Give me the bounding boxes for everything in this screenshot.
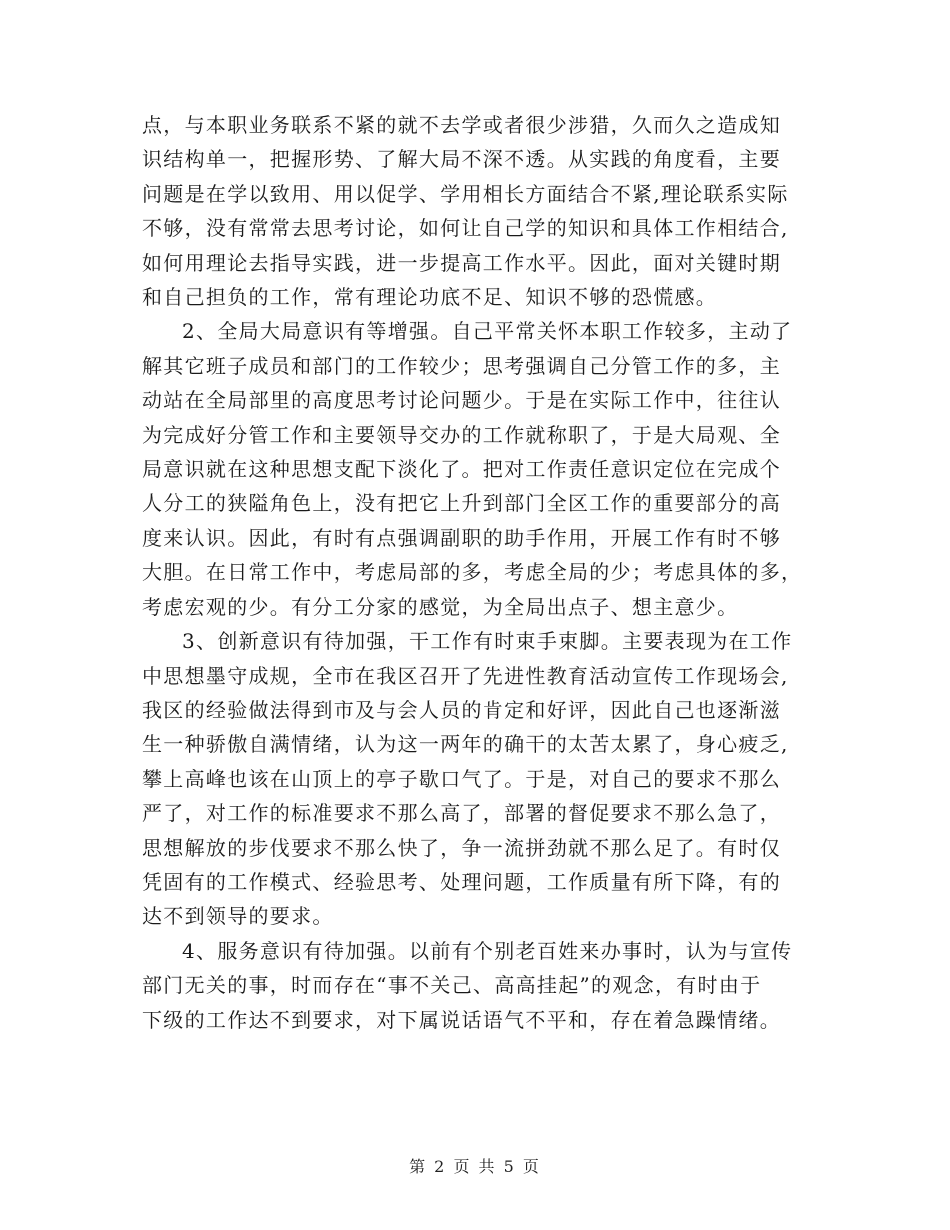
page-number-label: 第 2 页 共 5 页: [409, 1157, 541, 1176]
text-line: 解其它班子成员和部门的工作较少；思考强调自己分管工作的多，主: [142, 353, 781, 378]
text-line: 度来认识。因此，有时有点强调副职的助手作用，开展工作有时不够: [142, 525, 781, 550]
text-line: 中思想墨守成规，全市在我区召开了先进性教育活动宣传工作现场会,: [142, 663, 789, 688]
paragraph-continuation: [142, 108, 810, 314]
text-line: 3、创新意识有待加强，干工作有时束手束脚。主要表现为在工作: [182, 629, 793, 654]
text-line: 部门无关的事，时而存在“事不关己、高高挂起”的观念，有时由于: [142, 973, 762, 998]
text-line: 思想解放的步伐要求不那么快了，争一流拼劲就不那么足了。有时仅: [142, 835, 781, 860]
text-line: 达不到领导的要求。: [142, 904, 334, 929]
text-line: 下级的工作达不到要求，对下属说话语气不平和，存在着急躁情绪。: [142, 1007, 781, 1032]
text-line: 如何用理论去指导实践，进一步提高工作水平。因此，面对关键时期: [142, 250, 781, 275]
text-line: 点，与本职业务联系不紧的就不去学或者很少涉猎，久而久之造成知: [142, 113, 781, 137]
text-line: 生一种骄傲自满情绪，认为这一两年的确干的太苦太累了，身心疲乏,: [142, 732, 789, 757]
paragraph-item-4: [142, 934, 810, 1037]
text-line: 问题是在学以致用、用以促学、学用相长方面结合不紧,理论联系实际: [142, 181, 789, 206]
text-line: 2、全局大局意识有等增强。自己平常关怀本职工作较多，主动了: [182, 319, 793, 344]
text-line: 人分工的狭隘角色上，没有把它上升到部门全区工作的重要部分的高: [142, 491, 781, 516]
text-line: 考虑宏观的少。有分工分家的感觉，为全局出点子、想主意少。: [142, 594, 739, 619]
text-line: 识结构单一，把握形势、了解大局不深不透。从实践的角度看，主要: [142, 147, 781, 172]
text-line: 4、服务意识有待加强。以前有个别老百姓来办事时，认为与宣传: [182, 938, 793, 963]
text-line: 我区的经验做法得到市及与会人员的肯定和好评，因此自己也逐渐滋: [142, 697, 781, 722]
text-line: 为完成好分管工作和主要领导交办的工作就称职了，于是大局观、全: [142, 422, 781, 447]
text-line: 不够，没有常常去思考讨论，如何让自己学的知识和具体工作相结合,: [142, 216, 789, 241]
paragraph-item-2: [142, 314, 810, 624]
document-body: [142, 108, 810, 1037]
text-line: 攀上高峰也该在山顶上的亭子歇口气了。于是，对自己的要求不那么: [142, 766, 781, 791]
text-line: 和自己担负的工作，常有理论功底不足、知识不够的恐慌感。: [142, 285, 718, 310]
text-line: 凭固有的工作模式、经验思考、处理问题，工作质量有所下降，有的: [142, 869, 781, 894]
text-line: 严了，对工作的标准要求不那么高了，部署的督促要求不那么急了，: [142, 801, 781, 826]
text-line: 大胆。在日常工作中，考虑局部的多，考虑全局的少；考虑具体的多，: [142, 560, 803, 585]
text-line: 局意识就在这种思想支配下淡化了。把对工作责任意识定位在完成个: [142, 457, 781, 482]
text-line: 动站在全局部里的高度思考讨论问题少。于是在实际工作中，往往认: [142, 388, 781, 413]
page-footer: [0, 1154, 950, 1177]
paragraph-item-3: [142, 624, 810, 934]
